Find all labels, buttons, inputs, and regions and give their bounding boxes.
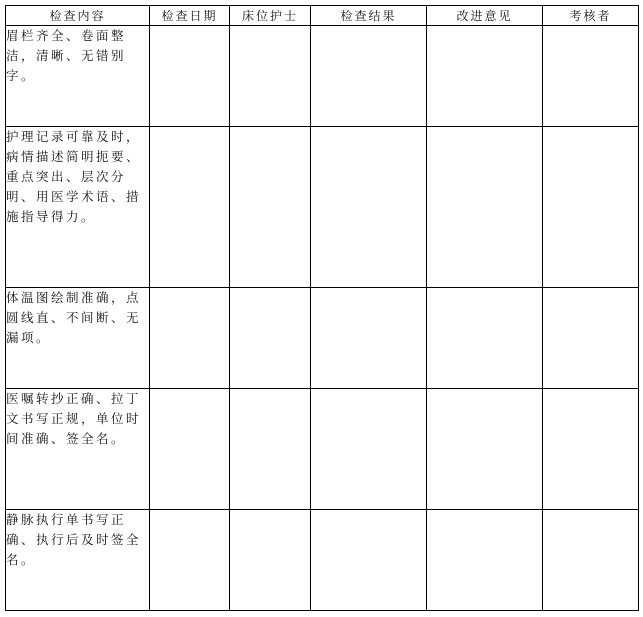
assessor-cell xyxy=(543,127,639,288)
header-check-content: 检查内容 xyxy=(6,6,150,26)
check-result-cell xyxy=(311,26,427,127)
table-row xyxy=(6,127,639,288)
improvement-cell xyxy=(427,389,543,510)
bed-nurse-cell xyxy=(230,288,311,389)
improvement-cell xyxy=(427,127,543,288)
check-content-cell: 眉栏齐全、卷面整洁，清晰、无错别字。 xyxy=(6,26,150,127)
check-result-cell xyxy=(311,510,427,611)
improvement-cell xyxy=(427,288,543,389)
check-result-cell xyxy=(311,288,427,389)
bed-nurse-cell xyxy=(230,510,311,611)
check-content-cell: 护理记录可靠及时，病情描述简明扼要、重点突出、层次分明、用医学术语、措施指导得力。 xyxy=(6,127,150,288)
header-bed-nurse: 床位护士 xyxy=(230,6,311,26)
assessor-cell xyxy=(543,510,639,611)
check-date-cell xyxy=(150,510,230,611)
check-date-cell xyxy=(150,389,230,510)
header-assessor: 考核者 xyxy=(543,6,639,26)
assessor-cell xyxy=(543,389,639,510)
check-date-cell xyxy=(150,288,230,389)
check-content-cell: 体温图绘制准确，点圆线直、不间断、无漏项。 xyxy=(6,288,150,389)
table-row xyxy=(6,510,639,611)
header-improvement: 改进意见 xyxy=(427,6,543,26)
bed-nurse-cell xyxy=(230,127,311,288)
assessor-cell xyxy=(543,26,639,127)
check-result-cell xyxy=(311,127,427,288)
header-check-date: 检查日期 xyxy=(150,6,230,26)
check-date-cell xyxy=(150,26,230,127)
check-result-cell xyxy=(311,389,427,510)
check-content-cell: 静脉执行单书写正确、执行后及时签全名。 xyxy=(6,510,150,611)
check-content-cell: 医嘱转抄正确、拉丁文书写正规，单位时间准确、签全名。 xyxy=(6,389,150,510)
table-row xyxy=(6,288,639,389)
improvement-cell xyxy=(427,26,543,127)
bed-nurse-cell xyxy=(230,389,311,510)
table-row xyxy=(6,389,639,510)
header-check-result: 检查结果 xyxy=(311,6,427,26)
table-row xyxy=(6,26,639,127)
improvement-cell xyxy=(427,510,543,611)
nursing-record-check-table xyxy=(5,5,639,611)
bed-nurse-cell xyxy=(230,26,311,127)
check-date-cell xyxy=(150,127,230,288)
header-row xyxy=(6,6,639,26)
assessor-cell xyxy=(543,288,639,389)
